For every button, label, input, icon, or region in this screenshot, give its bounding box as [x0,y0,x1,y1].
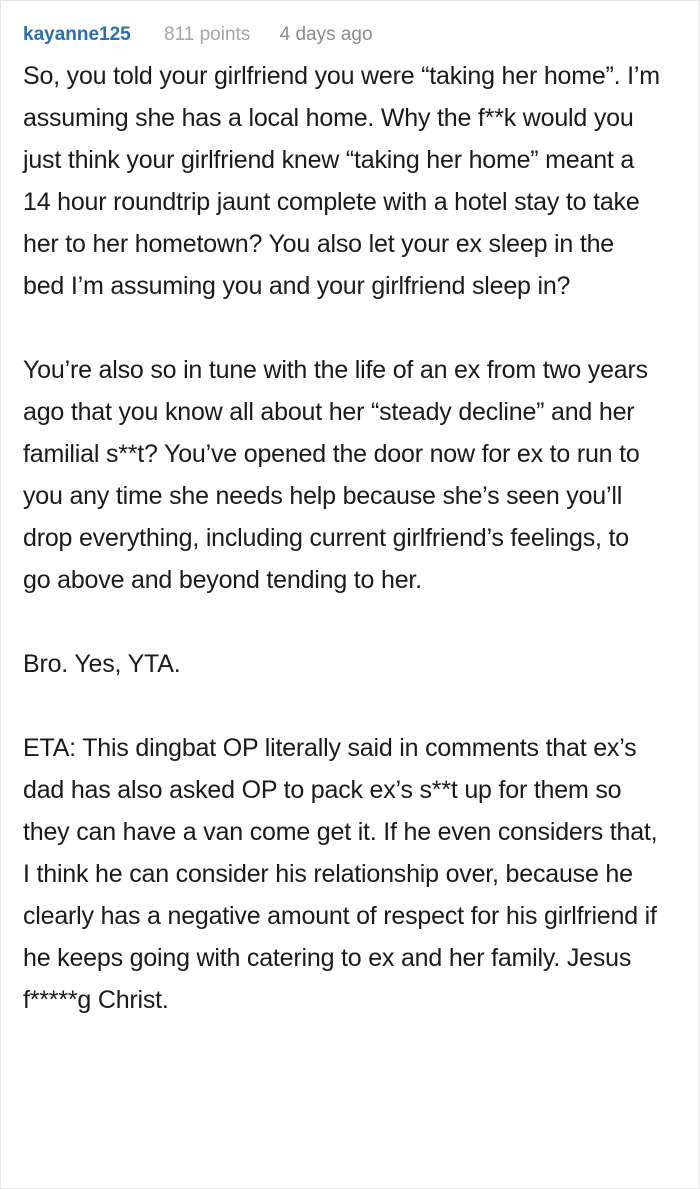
comment-paragraph: ETA: This dingbat OP literally said in comments that ex’s dad has also asked OP to pack ex’s s**t up for them so they can have a van come get it. If he even considers that, I think he can consider his relationship over, because he clearly has a negative amount of respect for his girlfriend if he keeps going with catering to ex and her family. Jesus f*****g Christ. [23,734,658,1014]
comment-body [23,55,661,1021]
timestamp-label: 4 days ago [279,24,373,45]
comment-paragraph: Bro. Yes, YTA. [23,650,181,678]
username-link[interactable]: kayanne125 [23,24,131,45]
points-label: 811 points [164,24,251,45]
comment-paragraph: You’re also so in tune with the life of an ex from two years ago that you know all about her “steady decline” and her familial s**t? You’ve opened the door now for ex to run to you any time she needs help because she’s seen you’ll drop everything, including current girlfriend’s feelings, to go above and beyond tending to her. [23,356,648,594]
comment-paragraph: So, you told your girlfriend you were “taking her home”. I’m assuming she has a local home. Why the f**k would you just think your girlfriend knew “taking her home” meant a 14 hour roundtrip jaunt complete with a hotel stay to take her to her hometown? You also let your ex sleep in the bed I’m assuming you and your girlfriend sleep in? [23,62,660,300]
comment-header [23,23,661,47]
